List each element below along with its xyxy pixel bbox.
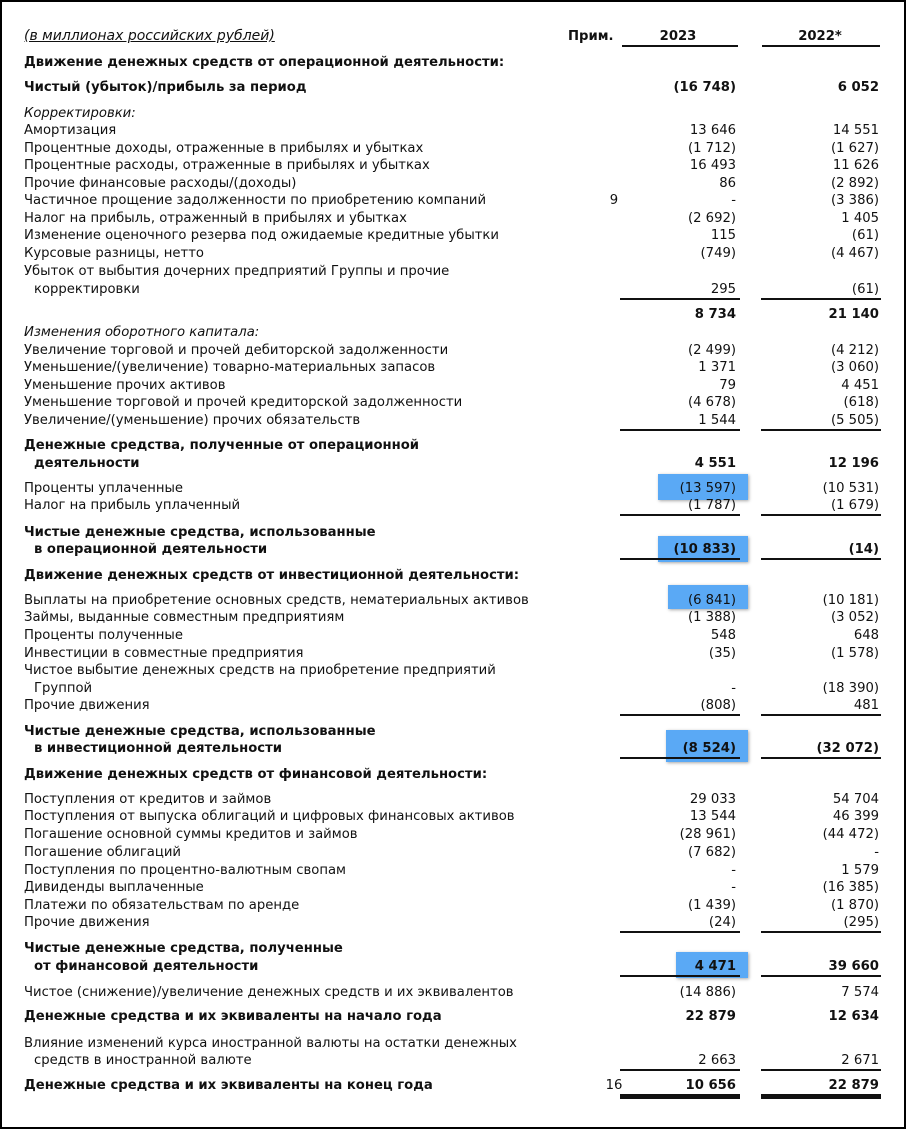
value-2023: (1 787) [620, 497, 740, 516]
row-label: Движение денежных средств от операционной деятельности: [24, 55, 505, 70]
value-2023: 1 544 [620, 412, 740, 431]
table-row [24, 697, 884, 714]
value-2023: - [731, 880, 736, 895]
row-label: Проценты уплаченные [24, 481, 183, 496]
value-2022: (1 679) [761, 497, 881, 516]
row-label: Корректировки: [24, 106, 136, 121]
table-row [24, 245, 884, 262]
value-2023: (2 499) [687, 343, 736, 358]
value-2023: (35) [708, 646, 736, 661]
value-2022: 1 579 [841, 863, 879, 878]
row-label: Частичное прощение задолженности по приобретению компаний [24, 193, 487, 208]
row-label: Дивиденды выплаченные [24, 880, 204, 895]
row-label: Платежи по обязательствам по аренде [24, 898, 300, 913]
table-row-wrap [24, 662, 884, 679]
row-label: Уменьшение торговой и прочей кредиторской задолженности [24, 395, 463, 410]
value-2022: (10 531) [822, 481, 879, 496]
row-label: Поступления от кредитов и займов [24, 792, 272, 807]
value-2023: 79 [719, 378, 736, 393]
value-2022: (16 385) [822, 880, 879, 895]
value-2022: (295) [761, 914, 881, 933]
value-2023: (24) [620, 914, 740, 933]
year-2022-header: 2022* [762, 28, 880, 47]
row-label: Денежные средства и их эквиваленты на конец года [24, 1078, 433, 1093]
table-row [24, 281, 884, 298]
table-row-wrap [24, 1035, 884, 1052]
value-2023: 4 551 [694, 456, 736, 471]
value-2023: (28 961) [679, 827, 736, 842]
table-row [24, 844, 884, 861]
value-2023: 16 493 [689, 158, 736, 173]
value-2022: (10 181) [822, 593, 879, 608]
row-label: Денежные средства, полученные от операционной [24, 438, 420, 453]
table-row [24, 210, 884, 227]
value-2023: (1 439) [687, 898, 736, 913]
value-2022: 6 052 [837, 80, 879, 95]
table-row [24, 377, 884, 394]
table-row [24, 412, 884, 429]
value-2023-highlighted: (6 841) [687, 593, 736, 608]
value-2022: 46 399 [832, 809, 879, 824]
value-2022: (14) [761, 541, 881, 560]
subsection-working-capital [24, 324, 884, 341]
table-row [24, 175, 884, 192]
value-2022: (3 386) [830, 193, 879, 208]
table-row [24, 157, 884, 174]
value-2022: (32 072) [761, 740, 881, 759]
row-label: Погашение облигаций [24, 845, 182, 860]
row-label: Увеличение/(уменьшение) прочих обязательств [24, 413, 361, 428]
value-2023: 1 371 [698, 360, 736, 375]
row-label: Прочие движения [24, 698, 150, 713]
table-row [24, 914, 884, 931]
table-row [24, 791, 884, 808]
value-2023: (16 748) [673, 80, 736, 95]
row-label: Амортизация [24, 123, 117, 138]
value-2022: (1 870) [830, 898, 879, 913]
table-row [24, 140, 884, 157]
table-header [24, 28, 884, 45]
row-label: Прочие финансовые расходы/(доходы) [24, 176, 297, 191]
value-2022: 22 879 [761, 1077, 881, 1099]
value-2022: 11 626 [832, 158, 879, 173]
value-2022: 54 704 [832, 792, 879, 807]
value-2023: 29 033 [689, 792, 736, 807]
value-2023: (4 678) [687, 395, 736, 410]
row-label: Процентные доходы, отраженные в прибылях и убытках [24, 141, 424, 156]
row-label: Влияние изменений курса иностранной валюты на остатки денежных [24, 1036, 517, 1051]
row-label: Движение денежных средств от инвестиционной деятельности: [24, 568, 520, 583]
unit-label: (в миллионах российских рублей) [24, 28, 275, 44]
value-2023-highlighted: 4 471 [620, 958, 740, 977]
row-label: Курсовые разницы, нетто [24, 246, 204, 261]
value-2022: 39 660 [761, 958, 881, 977]
value-2022: - [874, 845, 879, 860]
row-label: Убыток от выбытия дочерних предприятий Группы и прочие [24, 264, 450, 279]
value-2022: 4 451 [841, 378, 879, 393]
value-2022: 1 405 [841, 211, 879, 226]
value-2022: (4 467) [830, 246, 879, 261]
row-label: Выплаты на приобретение основных средств, нематериальных активов [24, 593, 529, 608]
row-label: Уменьшение/(увеличение) товарно-материальных запасов [24, 360, 436, 375]
row-label: корректировки [34, 282, 140, 297]
table-row [24, 627, 884, 644]
table-row [24, 480, 884, 497]
note-ref: 16 [605, 1078, 623, 1093]
table-row-wrap [24, 723, 884, 740]
value-2022: 12 196 [828, 456, 879, 471]
table-row [24, 1052, 884, 1069]
table-row [24, 862, 884, 879]
table-row [24, 122, 884, 139]
row-label: Изменения оборотного капитала: [24, 325, 260, 340]
table-row [24, 897, 884, 914]
row-label: Поступления по процентно-валютным свопам [24, 863, 346, 878]
value-2023: (1 388) [687, 610, 736, 625]
subsection-adjustments [24, 105, 884, 122]
table-row [24, 497, 884, 514]
value-2022: (618) [843, 395, 879, 410]
row-label: Увеличение торговой и прочей дебиторской задолженности [24, 343, 449, 358]
table-row-wrap [24, 524, 884, 541]
value-2023: 13 544 [689, 809, 736, 824]
value-2022: (3 052) [830, 610, 879, 625]
value-2022: (18 390) [822, 681, 879, 696]
total-row [24, 958, 884, 975]
total-row [24, 541, 884, 558]
value-2022: (1 578) [830, 646, 879, 661]
row-label: Процентные расходы, отраженные в прибылях и убытках [24, 158, 430, 173]
row-label: Прочие движения [24, 915, 150, 930]
year-2023-header: 2023 [622, 28, 738, 47]
value-2023: 86 [719, 176, 736, 191]
row-label: деятельности [34, 456, 140, 471]
value-2023-highlighted: (13 597) [679, 481, 736, 496]
table-row [24, 609, 884, 626]
table-row [24, 592, 884, 609]
value-2022: 2 671 [761, 1052, 881, 1071]
value-2022: 14 551 [832, 123, 879, 138]
table-row [24, 680, 884, 697]
value-2023: 295 [620, 281, 740, 300]
value-2023: 2 663 [620, 1052, 740, 1071]
value-2023: - [731, 681, 736, 696]
value-2023: (7 682) [687, 845, 736, 860]
table-row [24, 808, 884, 825]
row-label: Чистый (убыток)/прибыль за период [24, 80, 307, 95]
row-label: Инвестиции в совместные предприятия [24, 646, 304, 661]
row-label: Чистое выбытие денежных средств на приобретение предприятий [24, 663, 496, 678]
value-2023: 115 [710, 228, 736, 243]
table-row [24, 359, 884, 376]
value-2022: 7 574 [841, 985, 879, 1000]
value-2023-highlighted: (10 833) [620, 541, 740, 560]
value-2022: (4 212) [830, 343, 879, 358]
row-label: Чистое (снижение)/увеличение денежных средств и их эквивалентов [24, 985, 514, 1000]
value-2022: 21 140 [828, 307, 879, 322]
value-2023: - [731, 193, 736, 208]
table-row [24, 192, 884, 209]
value-2022: 481 [761, 697, 881, 716]
table-row [24, 879, 884, 896]
value-2023: 10 656 [620, 1077, 740, 1099]
table-row [24, 79, 884, 96]
table-row-wrap [24, 263, 884, 280]
row-label: Чистые денежные средства, полученные [24, 941, 343, 956]
value-2023: 8 734 [694, 307, 736, 322]
total-row [24, 740, 884, 757]
row-label: Изменение оценочного резерва под ожидаемые кредитные убытки [24, 228, 499, 243]
value-2023: (749) [700, 246, 736, 261]
value-2023: (1 712) [687, 141, 736, 156]
note-ref: 9 [609, 193, 619, 208]
row-label: средств в иностранной валюте [34, 1053, 252, 1068]
row-label: Налог на прибыль уплаченный [24, 498, 241, 513]
row-label: Уменьшение прочих активов [24, 378, 226, 393]
subtotal-row [24, 455, 884, 472]
value-2022: 12 634 [828, 1009, 879, 1024]
table-row [24, 645, 884, 662]
value-2023: 22 879 [685, 1009, 736, 1024]
row-label: Денежные средства и их эквиваленты на начало года [24, 1009, 442, 1024]
table-row [24, 342, 884, 359]
table-row [24, 1008, 884, 1025]
row-label: Движение денежных средств от финансовой деятельности: [24, 767, 488, 782]
table-row [24, 394, 884, 411]
value-2022: (3 060) [830, 360, 879, 375]
value-2023: (14 886) [679, 985, 736, 1000]
value-2023: 13 646 [689, 123, 736, 138]
row-label: в операционной деятельности [34, 542, 268, 557]
value-2022: (61) [761, 281, 881, 300]
table-row [24, 826, 884, 843]
row-label: Поступления от выпуска облигаций и цифровых финансовых активов [24, 809, 515, 824]
value-2023: (2 692) [687, 211, 736, 226]
row-label: Проценты полученные [24, 628, 183, 643]
row-label: Погашение основной суммы кредитов и займов [24, 827, 358, 842]
row-label: в инвестиционной деятельности [34, 741, 282, 756]
value-2022: 648 [853, 628, 879, 643]
subtotal-row [24, 306, 884, 323]
table-row-wrap [24, 940, 884, 957]
note-column-header: Прим. [568, 29, 614, 44]
row-label: от финансовой деятельности [34, 959, 259, 974]
value-2023: 548 [710, 628, 736, 643]
section-financing [24, 766, 884, 783]
table-row-wrap [24, 437, 884, 454]
value-2022: (5 505) [761, 412, 881, 431]
section-investing [24, 567, 884, 584]
row-label: Чистые денежные средства, использованные [24, 724, 376, 739]
table-row [24, 984, 884, 1001]
value-2023: - [731, 863, 736, 878]
value-2022: (44 472) [822, 827, 879, 842]
row-label: Налог на прибыль, отраженный в прибылях и убытках [24, 211, 407, 226]
row-label: Группой [34, 681, 93, 696]
table-row [24, 227, 884, 244]
value-2022: (61) [851, 228, 879, 243]
value-2023-highlighted: (8 524) [620, 740, 740, 759]
value-2022: (2 892) [830, 176, 879, 191]
section-operating [24, 54, 884, 71]
row-label: Чистые денежные средства, использованные [24, 525, 376, 540]
row-label: Займы, выданные совместным предприятиям [24, 610, 345, 625]
value-2022: (1 627) [830, 141, 879, 156]
grand-total-row [24, 1077, 884, 1094]
value-2023: (808) [620, 697, 740, 716]
